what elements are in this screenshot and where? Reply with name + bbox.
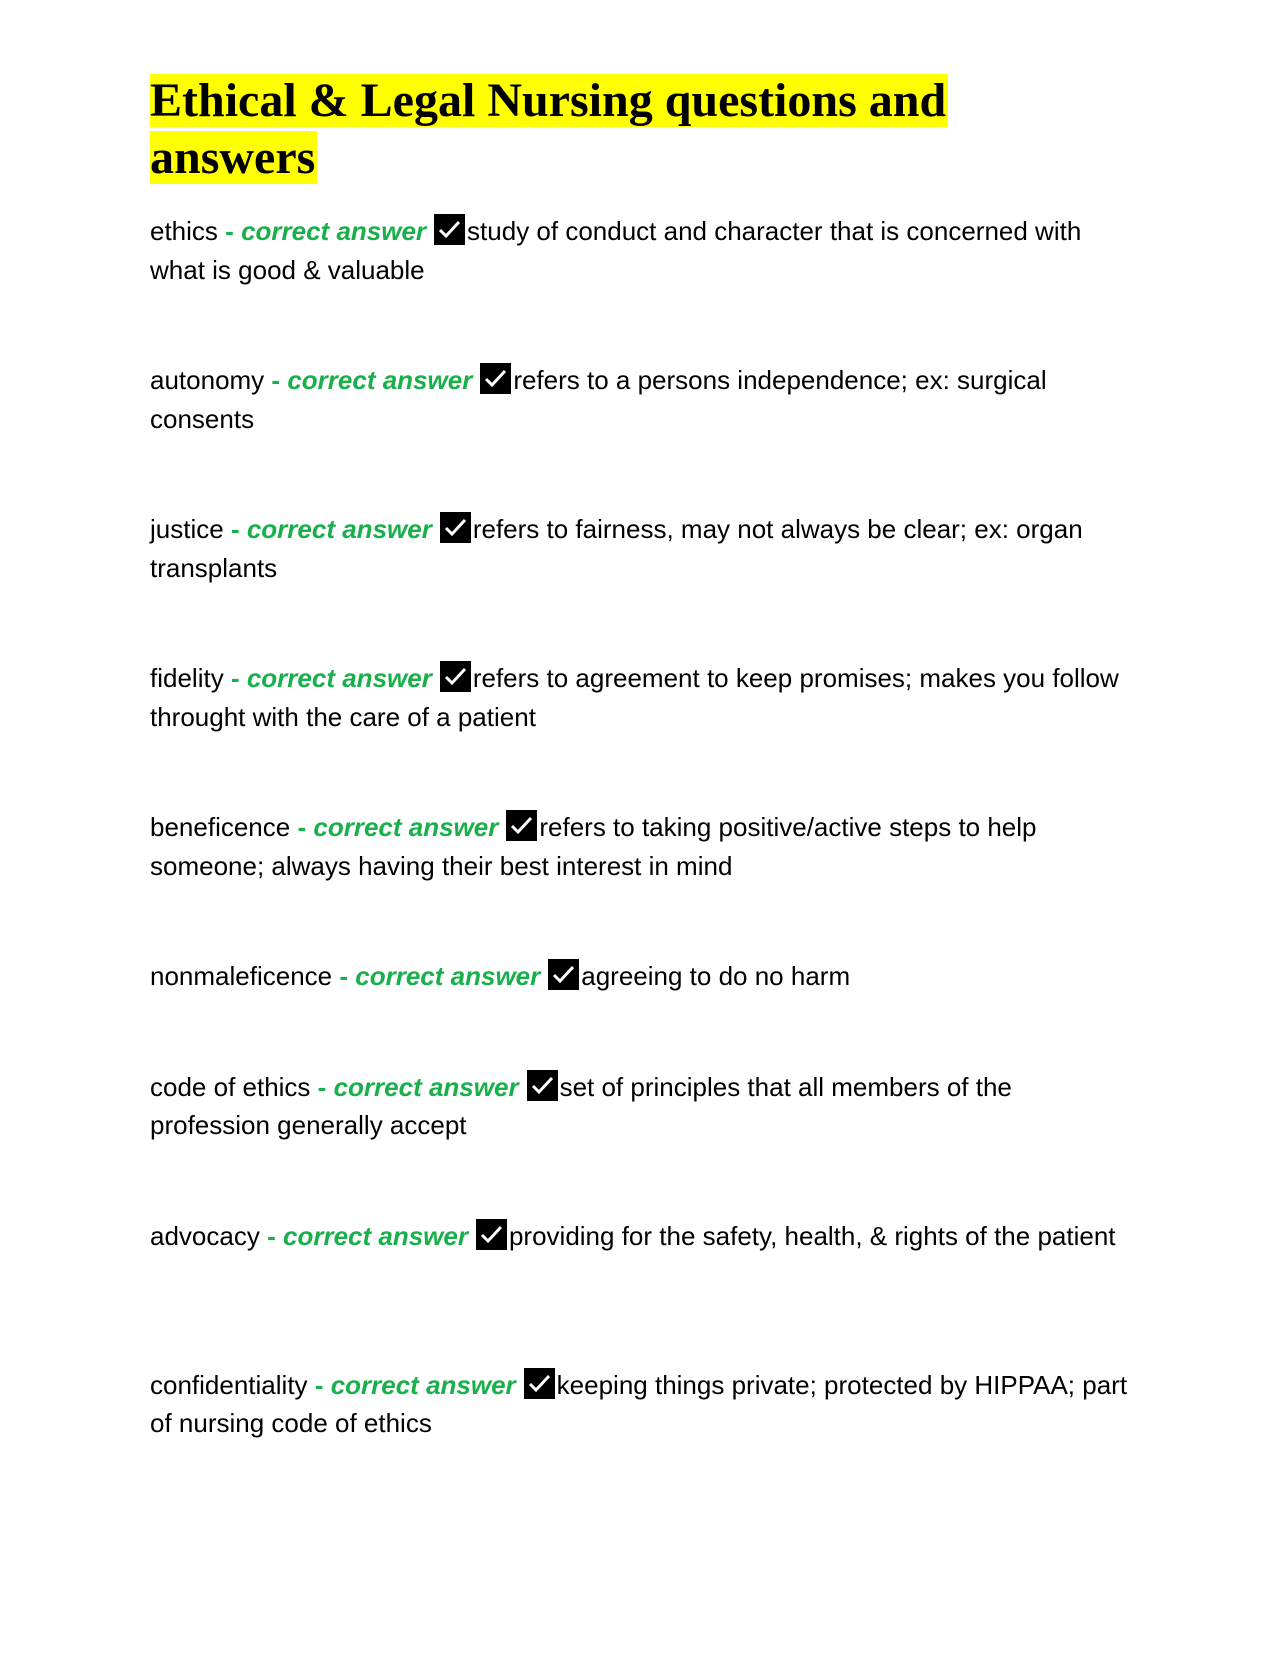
checkmark-icon bbox=[527, 1070, 558, 1101]
checkmark-icon bbox=[434, 214, 465, 245]
qa-term: advocacy bbox=[150, 1220, 260, 1251]
qa-definition: refers to agreement to keep promises; makes you follow throught with the care of a patient bbox=[150, 663, 1119, 732]
qa-definition: agreeing to do no harm bbox=[581, 961, 851, 991]
qa-separator: - bbox=[297, 812, 307, 842]
qa-item-beneficence bbox=[150, 808, 1130, 885]
correct-answer-label: correct answer bbox=[355, 961, 541, 991]
qa-term: autonomy bbox=[150, 365, 265, 395]
checkmark-icon bbox=[440, 512, 471, 543]
qa-separator: - bbox=[317, 1071, 327, 1102]
checkmark-icon bbox=[440, 661, 471, 692]
correct-answer-label: correct answer bbox=[287, 365, 473, 395]
qa-definition: refers to fairness, may not always be clear; ex: organ transplants bbox=[150, 514, 1083, 583]
qa-item-autonomy bbox=[150, 361, 1130, 438]
qa-term: fidelity bbox=[150, 663, 224, 693]
qa-item-advocacy bbox=[150, 1217, 1130, 1294]
qa-term: confidentiality bbox=[150, 1369, 308, 1400]
qa-separator: - bbox=[267, 1220, 276, 1251]
qa-separator: - bbox=[271, 365, 281, 395]
qa-item-justice bbox=[150, 510, 1130, 587]
checkmark-icon bbox=[548, 959, 579, 990]
qa-term: code of ethics bbox=[150, 1071, 311, 1102]
qa-definition: refers to taking positive/active steps to help someone; always having their best interest in mind bbox=[150, 812, 1037, 881]
qa-term: justice bbox=[150, 514, 224, 544]
document-page bbox=[150, 72, 1130, 1515]
page-title-text: Ethical & Legal Nursing questions and answers bbox=[150, 74, 947, 184]
correct-answer-label: correct answer bbox=[330, 1369, 516, 1400]
qa-definition: study of conduct and character that is concerned with what is good & valuable bbox=[150, 216, 1082, 285]
qa-item-ethics bbox=[150, 212, 1130, 289]
qa-definition: keeping things private; protected by HIPPAA; part of nursing code of ethics bbox=[150, 1369, 1128, 1438]
qa-definition: set of principles that all members of the profession generally accept bbox=[150, 1071, 1012, 1140]
qa-item-confidentiality bbox=[150, 1366, 1130, 1443]
qa-definition: providing for the safety, health, & rights of the patient bbox=[508, 1220, 1116, 1251]
qa-term: ethics bbox=[150, 216, 218, 246]
checkmark-icon bbox=[506, 810, 537, 841]
checkmark-icon bbox=[476, 1219, 507, 1250]
correct-answer-label: correct answer bbox=[313, 812, 499, 842]
correct-answer-label: correct answer bbox=[282, 1220, 468, 1251]
qa-list bbox=[150, 212, 1130, 1443]
qa-separator: - bbox=[339, 961, 349, 991]
correct-answer-label: correct answer bbox=[246, 663, 432, 693]
qa-separator: - bbox=[230, 663, 240, 693]
checkmark-icon bbox=[480, 363, 511, 394]
page-title bbox=[150, 72, 990, 186]
checkmark-icon bbox=[524, 1368, 555, 1399]
qa-term: beneficence bbox=[150, 812, 291, 842]
qa-item-fidelity bbox=[150, 659, 1130, 736]
qa-item-nonmaleficence bbox=[150, 957, 1130, 996]
correct-answer-label: correct answer bbox=[241, 216, 427, 246]
correct-answer-label: correct answer bbox=[333, 1071, 519, 1102]
correct-answer-label: correct answer bbox=[246, 514, 432, 544]
qa-item-code-of-ethics bbox=[150, 1068, 1130, 1145]
qa-term: nonmaleficence bbox=[150, 961, 333, 991]
qa-separator: - bbox=[314, 1369, 324, 1400]
qa-separator: - bbox=[230, 514, 240, 544]
qa-definition: refers to a persons independence; ex: surgical consents bbox=[150, 365, 1047, 434]
qa-separator: - bbox=[225, 216, 234, 246]
